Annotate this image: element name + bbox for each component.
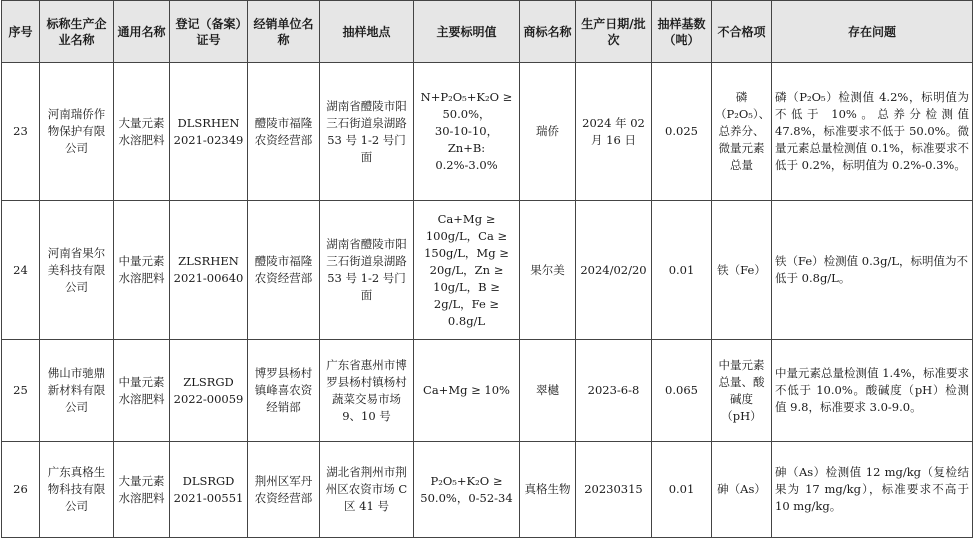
- sampling-results-table: [1, 0, 973, 538]
- company-cell: 河南瑞侨作物保护有限公司: [40, 63, 114, 201]
- company-cell: 河南省果尔美科技有限公司: [40, 201, 114, 340]
- table-row: [2, 442, 973, 538]
- header-problems: 存在问题: [772, 1, 973, 63]
- sampling-base-cell: 0.01: [652, 201, 712, 340]
- sampling-base-cell: 0.025: [652, 63, 712, 201]
- brand-cell: 瑞侨: [520, 63, 576, 201]
- dealer-cell: 醴陵市福隆农资经营部: [248, 63, 320, 201]
- header-company: 标称生产企业名称: [40, 1, 114, 63]
- serial-no-cell: 23: [2, 63, 40, 201]
- problem-cell: 磷（P₂O₅）检测值 4.2%，标明值为不低于 10%。总养分检测值 47.8%，标准要求不低于 50.0%。微量元素总量检测值 0.1%，标准要求不低于 0.2%，标明值为 0.2%-0.3%。: [772, 63, 973, 201]
- registration-no-cell: ZLSRGD 2022-00059: [170, 340, 248, 442]
- generic-name-cell: 中量元素水溶肥料: [114, 340, 170, 442]
- header-failed-items: 不合格项: [712, 1, 772, 63]
- failed-items-cell: 铁（Fe）: [712, 201, 772, 340]
- sampling-location-cell: 湖南省醴陵市阳三石街道泉湖路 53 号 1-2 号门面: [320, 63, 414, 201]
- registration-no-cell: DLSRHEN 2021-02349: [170, 63, 248, 201]
- company-cell: 佛山市驰鼎新材料有限公司: [40, 340, 114, 442]
- failed-items-cell: 中量元素总量、酸碱度（pH）: [712, 340, 772, 442]
- labeled-values-cell: P₂O₅+K₂O ≥ 50.0%，0-52-34: [414, 442, 520, 538]
- problem-cell: 砷（As）检测值 12 mg/kg（复检结果为 17 mg/kg），标准要求不高于 10 mg/kg。: [772, 442, 973, 538]
- brand-cell: 果尔美: [520, 201, 576, 340]
- header-brand: 商标名称: [520, 1, 576, 63]
- labeled-values-cell: N+P₂O₅+K₂O ≥ 50.0%， 30-10-10， Zn+B: 0.2%-3.0%: [414, 63, 520, 201]
- production-date-cell: 2024 年 02 月 16 日: [576, 63, 652, 201]
- header-sampling-base: 抽样基数（吨）: [652, 1, 712, 63]
- production-date-cell: 20230315: [576, 442, 652, 538]
- header-serial-no: 序号: [2, 1, 40, 63]
- problem-cell: 中量元素总量检测值 1.4%，标准要求不低于 10.0%。酸碱度（pH）检测值 9.8，标准要求 3.0-9.0。: [772, 340, 973, 442]
- sampling-location-cell: 湖南省醴陵市阳三石街道泉湖路 53 号 1-2 号门面: [320, 201, 414, 340]
- dealer-cell: 醴陵市福隆农资经营部: [248, 201, 320, 340]
- labeled-values-cell: Ca+Mg ≥ 100g/L，Ca ≥ 150g/L，Mg ≥ 20g/L，Zn ≥ 10g/L，B ≥ 2g/L，Fe ≥ 0.8g/L: [414, 201, 520, 340]
- failed-items-cell: 砷（As）: [712, 442, 772, 538]
- header-production-date: 生产日期/批次: [576, 1, 652, 63]
- brand-cell: 真格生物: [520, 442, 576, 538]
- sampling-base-cell: 0.065: [652, 340, 712, 442]
- failed-items-cell: 磷（P₂O₅）、总养分、微量元素总量: [712, 63, 772, 201]
- generic-name-cell: 大量元素水溶肥料: [114, 442, 170, 538]
- dealer-cell: 荆州区军丹农资经营部: [248, 442, 320, 538]
- generic-name-cell: 中量元素水溶肥料: [114, 201, 170, 340]
- generic-name-cell: 大量元素水溶肥料: [114, 63, 170, 201]
- registration-no-cell: DLSRGD 2021-00551: [170, 442, 248, 538]
- brand-cell: 翠樾: [520, 340, 576, 442]
- registration-no-cell: ZLSRHEN 2021-00640: [170, 201, 248, 340]
- production-date-cell: 2024/02/20: [576, 201, 652, 340]
- labeled-values-cell: Ca+Mg ≥ 10%: [414, 340, 520, 442]
- header-dealer: 经销单位名称: [248, 1, 320, 63]
- company-cell: 广东真格生物科技有限公司: [40, 442, 114, 538]
- header-labeled-values: 主要标明值: [414, 1, 520, 63]
- production-date-cell: 2023-6-8: [576, 340, 652, 442]
- serial-no-cell: 25: [2, 340, 40, 442]
- header-sampling-location: 抽样地点: [320, 1, 414, 63]
- table-row: [2, 340, 973, 442]
- table-row: [2, 201, 973, 340]
- dealer-cell: 博罗县杨村镇峰喜农资经销部: [248, 340, 320, 442]
- sampling-location-cell: 广东省惠州市博罗县杨村镇杨村蔬菜交易市场 9、10 号: [320, 340, 414, 442]
- sampling-location-cell: 湖北省荆州市荆州区农资市场 C 区 41 号: [320, 442, 414, 538]
- serial-no-cell: 26: [2, 442, 40, 538]
- header-registration-no: 登记（备案）证号: [170, 1, 248, 63]
- problem-cell: 铁（Fe）检测值 0.3g/L，标明值为不低于 0.8g/L。: [772, 201, 973, 340]
- sampling-base-cell: 0.01: [652, 442, 712, 538]
- serial-no-cell: 24: [2, 201, 40, 340]
- header-row: [2, 1, 973, 63]
- header-generic-name: 通用名称: [114, 1, 170, 63]
- table-row: [2, 63, 973, 201]
